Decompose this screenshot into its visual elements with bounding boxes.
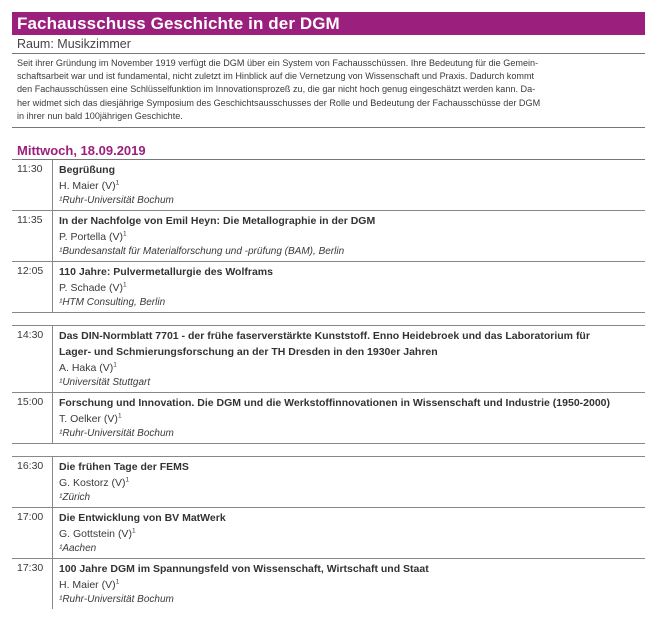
session-time: 11:30	[12, 160, 53, 210]
session-time: 17:30	[12, 559, 53, 609]
intro-line: schaftsarbeit war und ist fundamental, nicht zuletzt im Hinblick auf die Vernetzung von Wissenschaft und Praxis. Dadurch kommt	[17, 71, 535, 82]
affiliation: ¹HTM Consulting, Berlin	[59, 297, 166, 309]
speaker	[59, 229, 645, 245]
speaker	[59, 178, 645, 194]
talk-title: Das DIN-Normblatt 7701 - der frühe faserverstärkte Kunststoff. Enno Heidebroek und das Laboratorium für	[59, 330, 590, 343]
session-time: 16:30	[12, 457, 53, 507]
speaker-name: T. Oelker (V)	[59, 413, 118, 426]
speaker-name: H. Maier (V)	[59, 579, 116, 592]
speaker-sup: 1	[125, 476, 130, 484]
session-time: 12:05	[12, 262, 53, 312]
day-heading: Mittwoch, 18.09.2019	[17, 143, 146, 159]
speaker-sup: 1	[115, 179, 120, 187]
speaker-name: H. Maier (V)	[59, 180, 116, 193]
talk-title: Die frühen Tage der FEMS	[59, 461, 189, 474]
talk-title: Forschung und Innovation. Die DGM und die Werkstoffinnovationen in Wissenschaft und Industrie (1950-2000)	[59, 397, 611, 410]
room-label: Raum: Musikzimmer	[12, 35, 645, 54]
intro-text	[12, 54, 645, 128]
session-row	[12, 457, 645, 508]
session-time: 15:00	[12, 393, 53, 443]
affiliation: ¹Ruhr-Universität Bochum	[59, 428, 174, 440]
speaker-name: G. Kostorz (V)	[59, 477, 126, 490]
session-row	[12, 211, 645, 262]
title-bar	[12, 12, 645, 35]
talk-title-line-2: Lager- und Schmierungsforschung an der TH Dresden in den 1930er Jahren	[59, 346, 438, 359]
speaker	[59, 411, 645, 427]
affiliation: ¹Universität Stuttgart	[59, 377, 151, 389]
intro-line: in ihrer nun bald 100jährigen Geschichte.	[17, 110, 183, 121]
speaker	[59, 280, 645, 296]
talk-title: In der Nachfolge von Emil Heyn: Die Metallographie in der DGM	[59, 215, 376, 228]
affiliation: ¹Ruhr-Universität Bochum	[59, 195, 174, 207]
session-row	[12, 559, 645, 609]
session-row	[12, 160, 645, 211]
speaker-sup: 1	[115, 578, 120, 586]
talk-title: Begrüßung	[59, 164, 115, 177]
talk-title: 100 Jahre DGM im Spannungsfeld von Wissenschaft, Wirtschaft und Staat	[59, 563, 429, 576]
speaker-sup: 1	[123, 230, 127, 238]
speaker-sup: 1	[123, 281, 127, 289]
speaker	[59, 526, 645, 542]
session-time: 11:35	[12, 211, 53, 261]
session-row	[12, 326, 645, 393]
session-row	[12, 262, 645, 313]
session-time: 14:30	[12, 326, 53, 392]
program-page	[12, 12, 645, 609]
intro-line: her widmet sich das diesjährige Symposium des Geschichtsausschusses der Rolle und Bedeutung der Fachausschüsse der DGM	[17, 97, 541, 108]
talk-title: Die Entwicklung von BV MatWerk	[59, 512, 226, 525]
speaker-name: G. Gottstein (V)	[59, 528, 132, 541]
affiliation: ¹Zürich	[59, 492, 91, 504]
speaker-name: A. Haka (V)	[59, 362, 114, 375]
speaker-sup: 1	[117, 412, 122, 420]
intro-line: Seit ihrer Gründung im November 1919 verfügt die DGM über ein System von Fachausschüssen. Ihre Bedeutung für die Gemein-	[17, 58, 539, 68]
session-time: 17:00	[12, 508, 53, 558]
speaker-sup: 1	[131, 527, 136, 535]
intro-line: den Fachausschüssen eine Schlüsselfunktion im Innovationsprozeß zu, die gar nicht hoch genug eingeschätzt werden kann. Da-	[17, 84, 536, 95]
speaker	[59, 360, 645, 376]
speaker-name: P. Schade (V)	[59, 282, 124, 295]
talk-title: 110 Jahre: Pulvermetallurgie des Wolframs	[59, 266, 273, 279]
affiliation: ¹Bundesanstalt für Materialforschung und -prüfung (BAM), Berlin	[59, 246, 345, 258]
speaker-name: P. Portella (V)	[59, 231, 123, 244]
speaker	[59, 475, 645, 491]
speaker-sup: 1	[113, 361, 117, 369]
affiliation: ¹Ruhr-Universität Bochum	[59, 594, 174, 606]
page-title: Fachausschuss Geschichte in der DGM	[17, 13, 340, 33]
break-gap	[12, 444, 645, 457]
speaker	[59, 577, 645, 593]
break-gap	[12, 313, 645, 326]
session-row	[12, 508, 645, 559]
affiliation: ¹Aachen	[59, 543, 97, 555]
session-row	[12, 393, 645, 444]
